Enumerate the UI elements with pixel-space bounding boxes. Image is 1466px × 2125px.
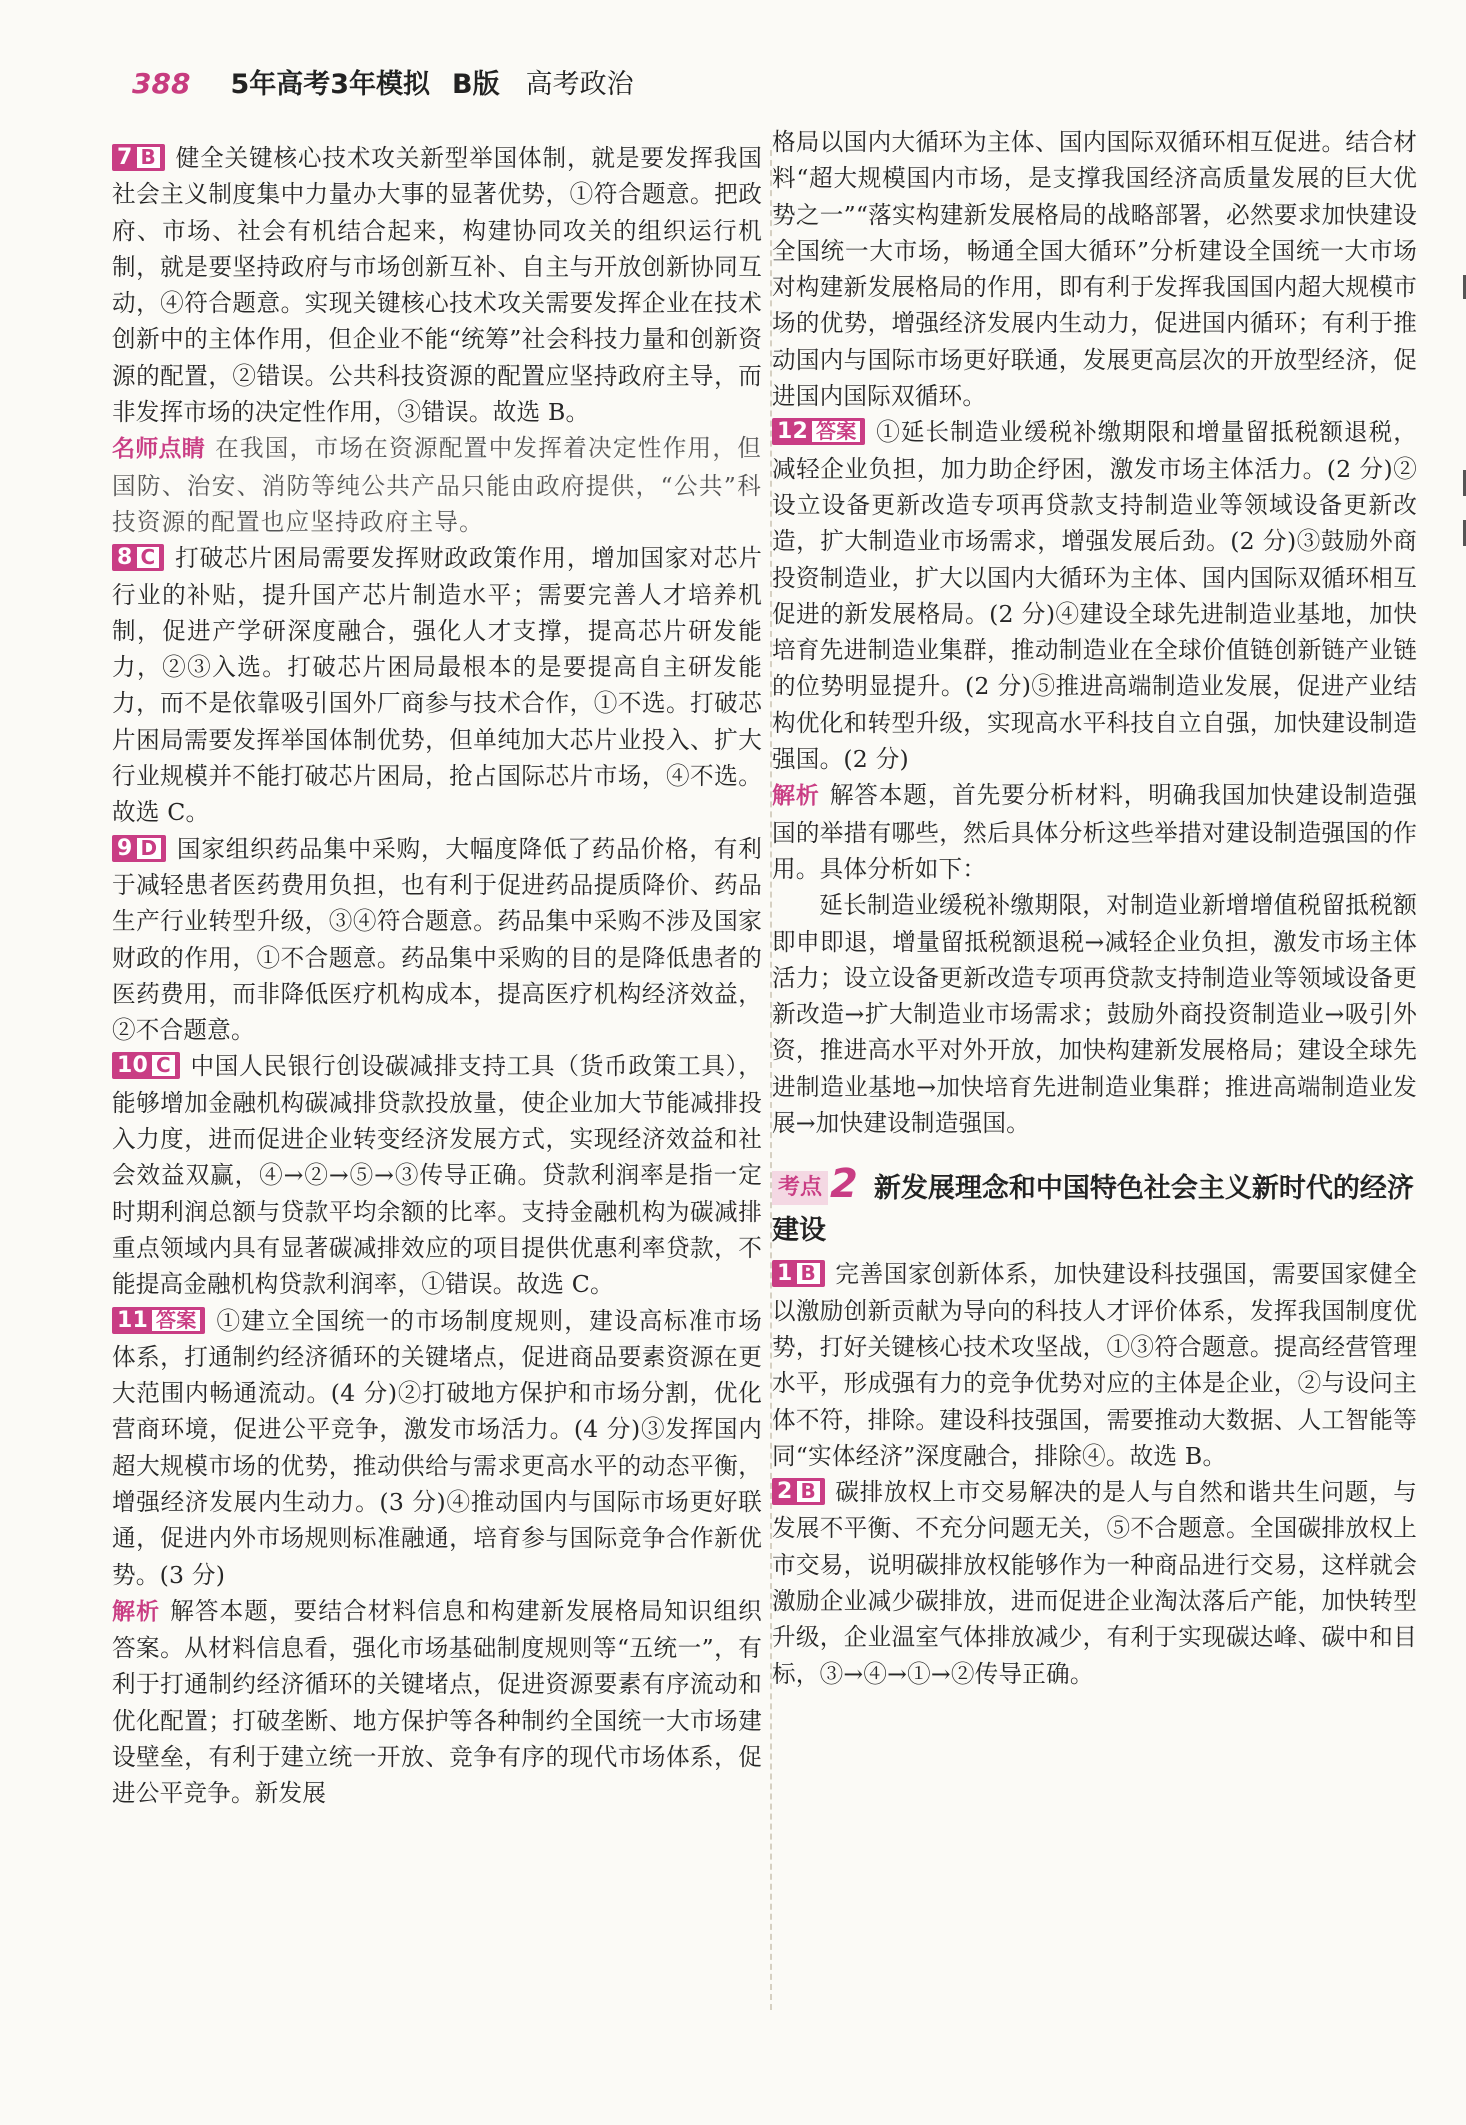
- book-title: 5年高考3年模拟: [230, 69, 431, 100]
- page-number: 388: [132, 67, 191, 100]
- kaodian-number: 2: [830, 1161, 858, 1208]
- analysis-label: 解析: [772, 783, 820, 810]
- analysis-q11: 解析 解答本题，要结合材料信息和构建新发展格局知识组织答案。从材料信息看，强化市场基础制度规则等“五统一”，有利于打通制约经济循环的关键堵点，促进资源要素有序流动和优化配置；打破垄断、地方保护等各种制约全国统一大市场建设壁垒，有利于建立统一开放、竞争有序的现代市场体系，促进公平竞争。新发展: [112, 1596, 762, 1808]
- question-tag: 7 B: [112, 144, 165, 171]
- question-tag: 12 答案: [772, 418, 865, 445]
- answer-k2-q1: 1 B 完善国家创新体系，加快建设科技强国，需要国家健全以激励创新贡献为导向的科技人才评价体系，发挥我国制度优势，打好关键核心技术攻坚战，①③符合题意。提高经营管理水平，形成强有力的竞争优势对应的主体是企业，②与设问主体不符，排除。建设科技强国，需要推动大数据、人工智能等同“实体经济”深度融合，排除④。故选 B。: [772, 1260, 1417, 1470]
- answer-q12: 12 答案 ①延长制造业缓税补缴期限和增量留抵税额退税，减轻企业负担，加力助企纾困，激发市场主体活力。(2 分)②设立设备更新改造专项再贷款支持制造业等领域设备更新改造，扩大制造业市场需求，增强发展后劲。(2 分)③鼓励外商投资制造业，扩大以国内大循环为主体、国内国际双循环相互促进的新发展格局。(2 分)④建设全球先进制造业基地，加快培育先进制造业集群，推动制造业在全球价值链创新链产业链的位势明显提升。(2 分)⑤推进高端制造业发展，促进产业结构优化和转型升级，实现高水平科技自立自强，加快建设制造强国。(2 分): [772, 418, 1417, 774]
- question-tag: 9 D: [112, 835, 166, 862]
- right-column: [772, 124, 1417, 1692]
- kaodian-label: 考点: [772, 1171, 828, 1205]
- edition-label: B版: [452, 69, 500, 100]
- answer-q7: 7 B 健全关键核心技术攻关新型举国体制，就是要发挥我国社会主义制度集中力量办大事的显著优势，①符合题意。把政府、市场、社会有机结合起来，构建协同攻关的组织运行机制，就是要坚持政府与市场创新互补、自主与开放创新协同互动，④符合题意。实现关键核心技术攻关需要发挥企业在技术创新中的主体作用，但企业不能“统筹”社会科技力量和创新资源的配置，②错误。公共科技资源的配置应坚持政府主导，而非发挥市场的决定性作用，③错误。故选 B。: [112, 144, 762, 427]
- answer-q9: 9 D 国家组织药品集中采购，大幅度降低了药品价格，有利于减轻患者医药费用负担，也有利于促进药品提质降价、药品生产行业转型升级，③④符合题意。药品集中采购不涉及国家财政的作用，①不合题意。药品集中采购的目的是降低患者的医药费用，而非降低医疗机构成本，提高医疗机构经济效益，②不合题意。: [112, 834, 762, 1045]
- teacher-tip: 名师点睛 在我国，市场在资源配置中发挥着决定性作用，但国防、治安、消防等纯公共产品只能由政府提供，“公共”科技资源的配置也应坚持政府主导。: [112, 434, 762, 536]
- question-tag: 8 C: [112, 544, 164, 571]
- analysis-q11-continued: 格局以国内大循环为主体、国内国际双循环相互促进。结合材料“超大规模国内市场，是支撑我国经济高质量发展的巨大优势之一”“落实构建新发展格局的战略部署，必然要求加快建设全国统一大市场，畅通全国大循环”分析建设全国统一大市场对构建新发展格局的作用，即有利于发挥我国国内超大规模市场的优势，增强经济发展内生动力，促进国内循环；有利于推动国内与国际市场更好联通，发展更高层次的开放型经济，促进国内国际双循环。: [772, 128, 1417, 411]
- analysis-q12: 解析 解答本题，首先要分析材料，明确我国加快建设制造强国的举措有哪些，然后具体分析这些举措对建设制造强国的作用。具体分析如下：: [772, 781, 1417, 883]
- teacher-tip-label: 名师点睛: [112, 436, 206, 463]
- answer-q10: 10 C 中国人民银行创设碳减排支持工具（货币政策工具），能够增加金融机构碳减排贷款投放量，使企业加大节能减排投入力度，进而促进企业转变经济发展方式，实现经济效益和社会效益双赢，④→②→⑤→③传导正确。贷款利润率是指一定时期利润总额与贷款平均余额的比率。支持金融机构为碳减排重点领域内具有显著碳减排效应的项目提供优惠利率贷款，不能提高金融机构贷款利润率，①错误。故选 C。: [112, 1052, 762, 1299]
- question-tag: 10 C: [112, 1052, 180, 1079]
- question-tag: 11 答案: [112, 1307, 205, 1334]
- answer-q11: 11 答案 ①建立全国统一的市场制度规则，建设高标准市场体系，打通制约经济循环的关键堵点，促进商品要素资源在更大范围内畅通流动。(4 分)②打破地方保护和市场分割，优化营商环境，促进公平竞争，激发市场活力。(4 分)③发挥国内超大规模市场的优势，推动供给与需求更高水平的动态平衡，增强经济发展内生动力。(3 分)④推动国内与国际市场更好联通，促进内外市场规则标准融通，培育参与国际竞争合作新优势。(3 分): [112, 1306, 762, 1589]
- answer-q8: 8 C 打破芯片困局需要发挥财政政策作用，增加国家对芯片行业的补贴，提升国产芯片制造水平；需要完善人才培养机制，促进产学研深度融合，强化人才支撑，提高芯片研发能力，②③入选。打破芯片困局最根本的是要提高自主研发能力，而不是依靠吸引国外厂商参与技术合作，①不选。打破芯片困局需要发挥举国体制优势，但单纯加大芯片业投入、扩大行业规模并不能打破芯片困局，抢占国际芯片市场，④不选。故选 C。: [112, 544, 762, 827]
- kaodian-title: 新发展理念和中国特色社会主义新时代的经济建设: [772, 1173, 1414, 1247]
- section-heading: [772, 1163, 1417, 1252]
- subject-label: 高考政治: [525, 69, 634, 100]
- question-tag: 1 B: [772, 1260, 825, 1287]
- question-tag: 2 B: [772, 1478, 825, 1505]
- answer-k2-q2: 2 B 碳排放权上市交易解决的是人与自然和谐共生问题，与发展不平衡、不充分问题无关，⑤不合题意。全国碳排放权上市交易，说明碳排放权能够作为一种商品进行交易，这样就会激励企业减少碳排放，进而促进企业淘汰落后产能，加快转型升级，企业温室气体排放减少，有利于实现碳达峰、碳中和目标，③→④→①→②传导正确。: [772, 1478, 1417, 1688]
- analysis-label: 解析: [112, 1598, 161, 1625]
- left-column: [112, 140, 762, 1812]
- page-header: [132, 62, 634, 106]
- analysis-q12-detail: 延长制造业缓税补缴期限，对制造业新增增值税留抵税额即申即退，增量留抵税额退税→减轻企业负担，激发市场主体活力；设立设备更新改造专项再贷款支持制造业等领域设备更新改造→扩大制造业市场需求；鼓励外商投资制造业→吸引外资，推进高水平对外开放，加快构建新发展格局；建设全球先进制造业基地→加快培育先进制造业集群；推进高端制造业发展→加快建设制造强国。: [772, 891, 1417, 1138]
